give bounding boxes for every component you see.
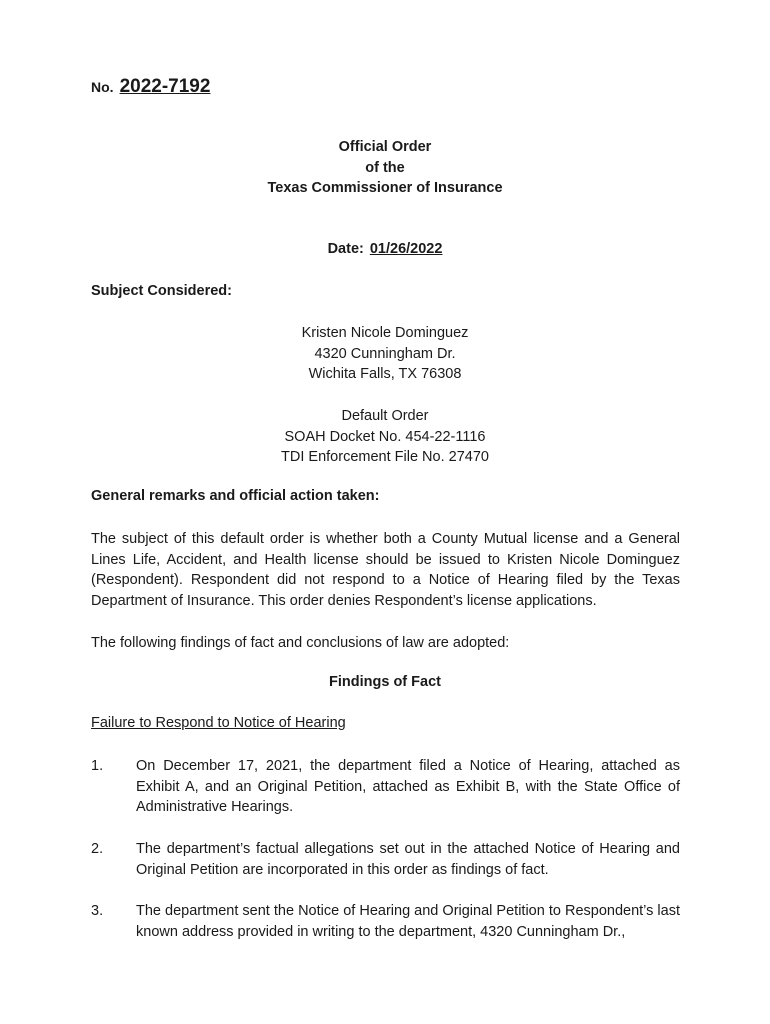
- finding-number: 2.: [91, 841, 104, 857]
- docket-info: [0, 406, 770, 468]
- date-value: 01/26/2022: [369, 241, 443, 257]
- remarks-paragraph-1: The subject of this default order is whether both a County Mutual license and a General Lines Life, Accident, and Health license should be issued to Kristen Nicole Dominguez (Respondent). Respondent did not respond to a Notice of Hearing filed by the Texas Department of Insurance. This order denies Respondent’s license applications.: [91, 531, 680, 610]
- finding-item: [91, 839, 680, 880]
- title-line-1: Official Order: [338, 139, 432, 155]
- title-line-3: Texas Commissioner of Insurance: [267, 180, 503, 196]
- party-city: Wichita Falls, TX 76308: [308, 366, 462, 382]
- subject-label: Subject Considered:: [91, 283, 232, 299]
- finding-item: [91, 756, 680, 818]
- date-label: Date:: [327, 241, 364, 257]
- tdi-file: TDI Enforcement File No. 27470: [281, 449, 489, 465]
- finding-text: The department’s factual allegations set out in the attached Notice of Hearing and Original Petition are incorporated in this order as findings of fact.: [136, 841, 680, 878]
- order-number: [91, 76, 210, 98]
- order-number-value: 2022-7192: [119, 76, 211, 97]
- order-no-label: No.: [91, 79, 114, 95]
- finding-text: On December 17, 2021, the department filed a Notice of Hearing, attached as Exhibit A, and an Original Petition, attached as Exhibit B, with the State Office of Administrative Hearings.: [136, 758, 680, 816]
- finding-item: [91, 901, 680, 942]
- order-date: [0, 241, 770, 257]
- document-title: [0, 137, 770, 199]
- findings-title: Findings of Fact: [329, 674, 441, 690]
- finding-number: 3.: [91, 903, 104, 919]
- finding-number: 1.: [91, 758, 104, 774]
- finding-text: The department sent the Notice of Hearing and Original Petition to Respondent’s last known address provided in writing to the department, 4320 Cunningham Dr.,: [136, 903, 680, 940]
- remarks-label: General remarks and official action taken:: [91, 488, 380, 504]
- party-name: Kristen Nicole Dominguez: [301, 325, 469, 341]
- subject-party: [0, 323, 770, 385]
- party-street: 4320 Cunningham Dr.: [314, 345, 456, 362]
- findings-section-heading: Failure to Respond to Notice of Hearing: [91, 715, 346, 731]
- title-line-2: of the: [365, 159, 405, 176]
- soah-docket: SOAH Docket No. 454-22-1116: [284, 428, 486, 445]
- order-type: Default Order: [341, 408, 429, 424]
- remarks-paragraph-2: The following findings of fact and conclusions of law are adopted:: [91, 635, 510, 651]
